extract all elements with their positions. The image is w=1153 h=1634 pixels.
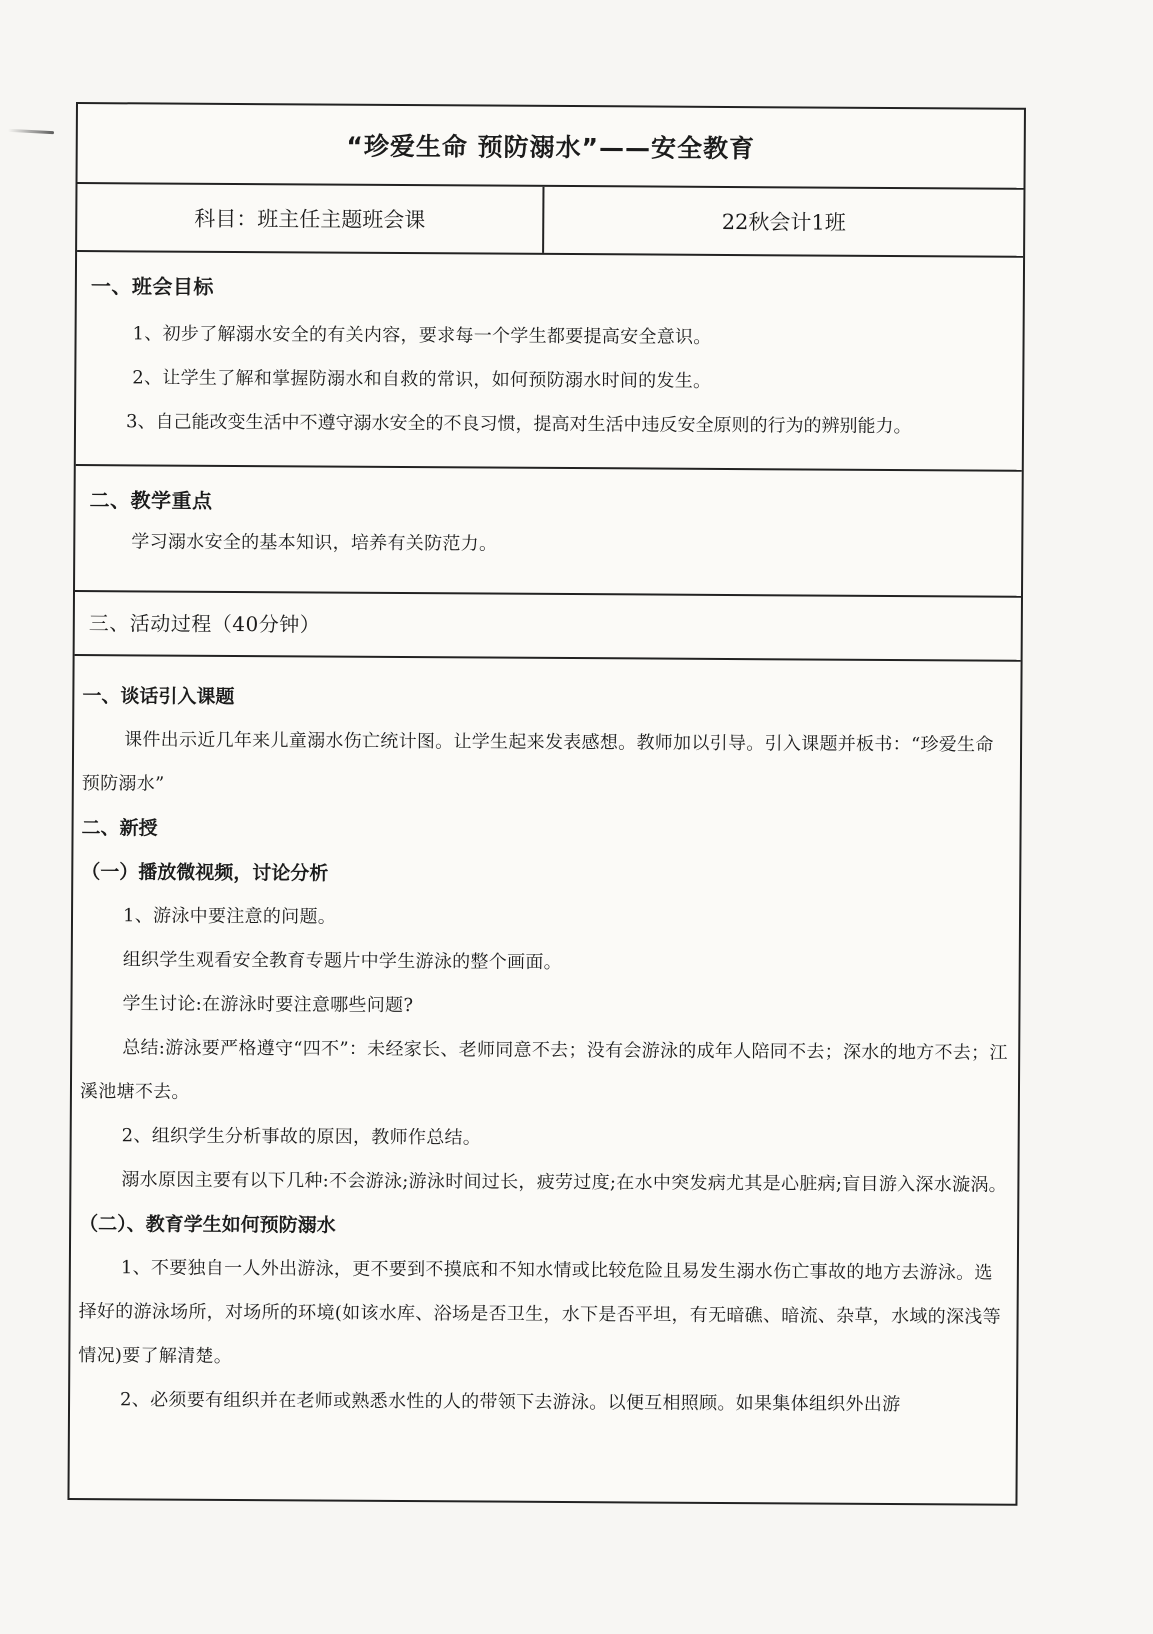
document-title: “珍爱生命 预防溺水”——安全教育 [346, 131, 756, 164]
paragraph-8: 2、必须要有组织并在老师或熟悉水性的人的带领下去游泳。以便互相照顾。如果集体组织外出游 [120, 1389, 901, 1416]
paragraph-3: 学生讨论:在游泳时要注意哪些问题? [122, 993, 414, 1017]
subject-cell: 科目：班主任主题班会课 [77, 184, 544, 253]
activity-heading: 三、活动过程（40分钟） [88, 611, 321, 637]
paragraph-2: 组织学生观看安全教育专题片中学生游泳的整个画面。 [122, 949, 563, 973]
goals-heading: 一、班会目标 [90, 274, 214, 299]
meta-row [77, 184, 1023, 258]
paragraph-1: 1、游泳中要注意的问题。 [122, 905, 337, 928]
paragraph-7: 1、不要独自一人外出游泳，更不要到不摸底和不知水情或比较危险且易发生溺水伤亡事故的地方去游泳。选择好的游泳场所，对场所的环境(如该水库、浴场是否卫生，水下是否平坦，有无暗礁、暗流、杂草，水域的深浅等情况)要了解清楚。 [78, 1257, 1001, 1367]
goal-item-1: 1、初步了解溺水安全的有关内容，要求每一个学生都要提高安全意识。 [132, 323, 712, 348]
lesson-plan-table [67, 102, 1026, 1506]
scan-mark [8, 129, 54, 134]
focus-section [75, 466, 1022, 598]
paragraph-4: 总结:游泳要严格遵守“四不”：未经家长、老师同意不去；没有会游泳的成年人陪同不去；深水的地方不去；江溪池塘不去。 [79, 1037, 1008, 1103]
paragraph-5: 2、组织学生分析事故的原因，教师作总结。 [121, 1125, 482, 1149]
new-lesson-heading: 二、新授 [81, 817, 158, 840]
title-row [77, 104, 1023, 190]
focus-heading: 二、教学重点 [89, 488, 213, 513]
intro-heading: 一、谈话引入课题 [82, 685, 235, 708]
goal-item-2: 2、让学生了解和掌握防溺水和自救的常识，如何预防溺水时间的发生。 [132, 367, 712, 392]
class-cell: 22秋会计1班 [721, 209, 846, 235]
process-section [70, 656, 1021, 1428]
intro-text: 课件出示近几年来儿童溺水伤亡统计图。让学生起来发表感想。教师加以引导。引入课题并板书：“珍爱生命 预防溺水” [81, 729, 994, 795]
focus-text: 学习溺水安全的基本知识，培养有关防范力。 [131, 531, 498, 555]
activity-section [75, 592, 1021, 662]
goal-item-3: 3、自己能改变生活中不遵守溺水安全的不良习惯，提高对生活中违反安全原则的行为的辨别能力。 [125, 411, 912, 438]
goals-section [76, 252, 1023, 472]
paragraph-6: 溺水原因主要有以下几种:不会游泳;游泳时间过长，疲劳过度;在水中突发病尤其是心脏病;盲目游入深水漩涡。 [121, 1169, 1008, 1196]
part2-heading: （二）、教育学生如何预防溺水 [79, 1213, 336, 1237]
part1-heading: （一）播放微视频，讨论分析 [81, 861, 329, 885]
